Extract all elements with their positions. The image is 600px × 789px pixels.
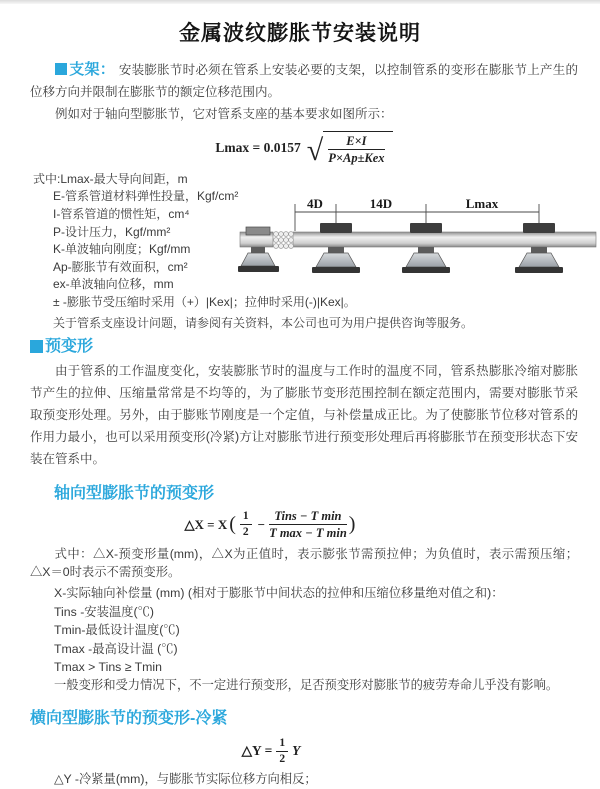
def-i: I-管系管道的惯性矩，cm⁴ xyxy=(53,206,190,221)
lateral-subheading: 横向型膨胀节的预变形-冷紧 xyxy=(30,709,228,727)
axial-note-x: X-实际轴向补偿量 (mm) (相对于膨胀节中间状态的拉伸和压缩位移量绝对值之和)： xyxy=(54,586,504,601)
axial-note-tins: Tins -安装温度(℃) xyxy=(54,604,154,619)
def-p: P-设计压力，Kgf/mm² xyxy=(53,224,171,239)
lateral-note: △Y -冷紧量(mm)，与膨胀节实际位移方向相反； xyxy=(54,772,317,787)
half-numerator: 1 xyxy=(240,510,252,525)
axial-note-general: 一般变形和受力情况下，不一定进行预变形，足否预变形对膨胀节的疲劳寿命儿乎没有影响。 xyxy=(54,678,559,693)
def-k: K-单波轴向刚度；Kgf/mm xyxy=(53,242,191,257)
predeform-paragraph: 由于管系的工作温度变化，安装膨胀节时的温度与工作时的温度不同，管系热膨胀冷缩对膨胀节产生的拉伸、压缩量常常是不均等的，为了膨胀节变形范围控制在额定范围内，需要对膨胀节采取预变形处理。另外，由于膨账节刚度是一个定值，与补偿量成正比。为了使膨胀节位移对管系的作用力最小，也可以采用预变形(冷紧)方让对膨胀节进行预变形处理后再将膨胀节在预变形状态下安装在管系中。 xyxy=(30,363,578,466)
support-spacing-diagram xyxy=(238,194,598,289)
one-half-fraction xyxy=(240,510,252,539)
def-ex: ex-单波轴向位移，mm xyxy=(53,277,174,292)
open-paren: ( xyxy=(229,513,236,536)
axial-note-tmax: Tmax -最高设计温 (℃) xyxy=(54,641,178,656)
axial-note-shizhong: 式中：△X-预变形量(mm)，△X为正值时，表示膨张节需预拉伸；为负值时，表示需预压缩；△X＝0时表示不需预变形。 xyxy=(30,546,578,579)
half-numerator: 1 xyxy=(276,737,288,752)
half-denominator: 2 xyxy=(242,526,249,539)
axial-subheading: 轴向型膨胀节的预变形 xyxy=(54,484,215,502)
formula-lmax-lhs: Lmax = 0.0157 xyxy=(215,140,301,156)
def-kex: ± -膨胀节受压缩时采用（+）|Kex|；拉伸时采用(-)|Kex|。 xyxy=(53,294,356,309)
support-example-line: 例如对于轴向型膨胀节，它对管系支座的基本要求如图所示： xyxy=(55,107,393,121)
dim-label-14d: 14D xyxy=(369,195,393,211)
temperature-fraction xyxy=(269,509,347,541)
one-half-fraction xyxy=(276,737,288,766)
formula-lmax-denominator: P×Ap±Kex xyxy=(328,151,385,166)
formula-dy-rhs: Y xyxy=(292,743,301,759)
half-denominator: 2 xyxy=(279,752,286,765)
def-ap: Ap-膨胀节有效面积，cm² xyxy=(53,259,188,274)
predeform-section-header xyxy=(30,333,578,356)
def-consult-note: 关于管系支座设计问题，请参阅有关资料，本公司也可为用户提供咨询等服务。 xyxy=(53,315,474,330)
definitions-and-diagram xyxy=(30,171,578,330)
section-square-icon xyxy=(55,63,67,75)
guide-support xyxy=(402,223,450,273)
section-square-icon xyxy=(30,340,43,353)
formula-delta-x xyxy=(185,509,358,541)
minus-sign: − xyxy=(257,516,266,532)
bellows xyxy=(274,231,294,248)
formula-dx-lhs: △X = X xyxy=(184,516,228,532)
guide-support xyxy=(515,223,563,273)
temp-fraction-denominator: T max − T min xyxy=(269,526,347,541)
formula-dy-lhs: △Y = xyxy=(241,743,273,759)
close-paren: ) xyxy=(348,513,356,536)
formula-lmax-numerator: E×I xyxy=(328,134,384,150)
temp-fraction-numerator: Tins − T min xyxy=(269,509,347,525)
axial-note-inequality: Tmax > Tins ≥ Tmin xyxy=(54,659,162,674)
support-section-label: 支架： xyxy=(69,61,116,78)
formula-delta-y xyxy=(242,737,301,766)
guide-support xyxy=(312,223,360,273)
predeform-section-label: 预变形 xyxy=(45,337,94,355)
page-content xyxy=(0,59,600,789)
def-e: E-管系管道材料弹性投量，Kgf/cm² xyxy=(53,189,239,204)
scan-top-edge xyxy=(0,0,600,4)
sqrt-radical xyxy=(307,131,393,166)
support-paragraph xyxy=(30,59,578,103)
radical-sign-icon: √ xyxy=(306,133,324,167)
dim-label-4d: 4D xyxy=(307,195,323,211)
def-lmax: 式中:Lmax-最大导向间距，m xyxy=(33,171,188,186)
axial-note-tmin: Tmin-最低设计温度(℃) xyxy=(54,623,180,638)
formula-lmax-fraction xyxy=(328,134,384,166)
page-title: 金属波纹膨胀节安装说明 xyxy=(179,22,421,45)
support-intro-text: 安装膨胀节时必须在管系上安装必要的支架，以控制管系的变形在膨胀节上产生的位移方向并限制在膨胀节的额定位移范围内。 xyxy=(30,63,578,99)
dim-label-lmax: Lmax xyxy=(465,195,499,211)
formula-lmax xyxy=(215,131,392,166)
